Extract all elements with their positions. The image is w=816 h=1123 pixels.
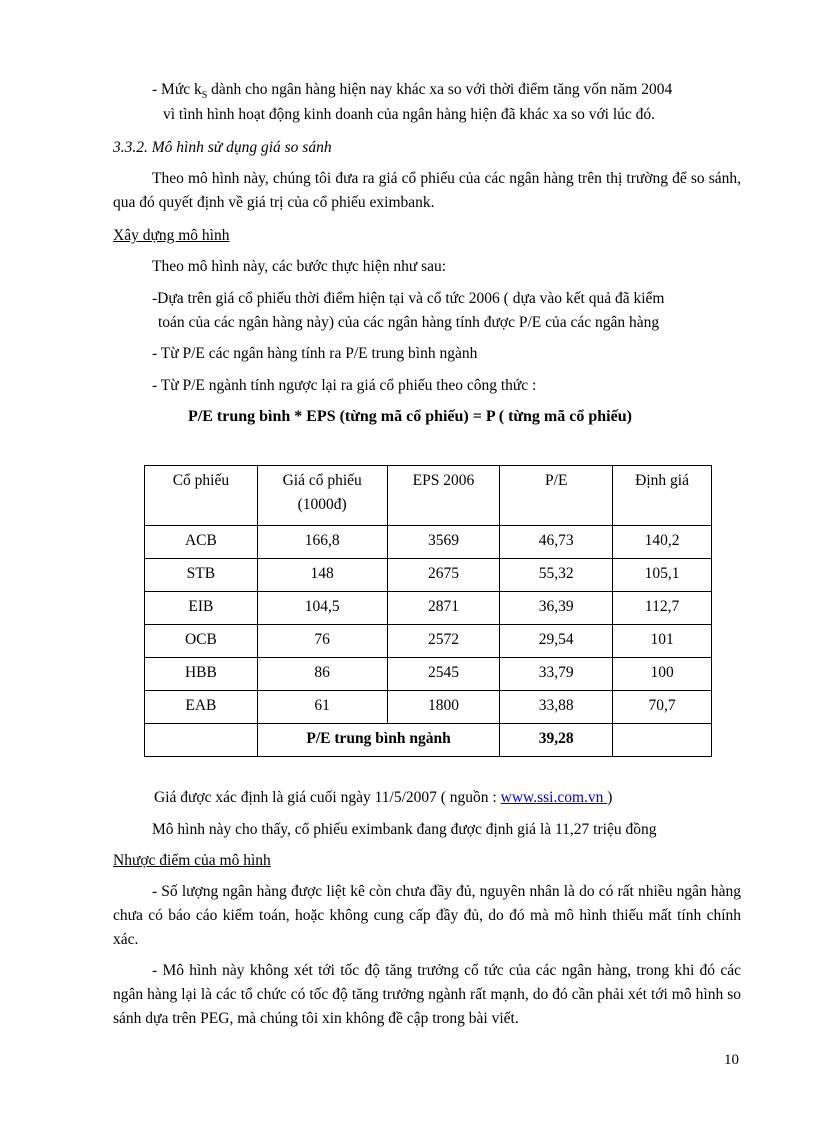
table-cell: 55,32 xyxy=(500,559,613,592)
source-note-close: ) xyxy=(607,789,613,806)
table-cell: 76 xyxy=(257,625,387,658)
table-row xyxy=(145,658,712,691)
table-cell: ACB xyxy=(145,526,258,559)
bullet-ks-line1: - Mức $k_S$ dành cho ngân hàng hiện nay khác xa so với thời điểm tăng vốn năm 2004 xyxy=(152,81,673,102)
table-cell: 29,54 xyxy=(500,625,613,658)
table-cell: 2545 xyxy=(387,658,500,691)
table-header-cell: Cổ phiếu xyxy=(145,466,258,526)
subheading-weaknesses: Nhược điểm của mô hình xyxy=(113,852,271,869)
table-header-cell: Giá cổ phiếu (1000đ) xyxy=(257,466,387,526)
table-cell: 112,7 xyxy=(613,592,712,625)
table-cell: 140,2 xyxy=(613,526,712,559)
page-number: 10 xyxy=(724,1052,739,1068)
table-cell: 33,79 xyxy=(500,658,613,691)
table-cell: 105,1 xyxy=(613,559,712,592)
table-cell: 166,8 xyxy=(257,526,387,559)
table-row xyxy=(145,526,712,559)
result-line: Mô hình này cho thấy, cổ phiếu eximbank đang được định giá là 11,27 triệu đồng xyxy=(152,821,657,838)
table-cell: 46,73 xyxy=(500,526,613,559)
table-cell: 1800 xyxy=(387,691,500,724)
table-cell: 3569 xyxy=(387,526,500,559)
table-cell: 104,5 xyxy=(257,592,387,625)
pe-table xyxy=(144,465,712,757)
table-cell: 2572 xyxy=(387,625,500,658)
table-footer-row xyxy=(145,724,712,757)
table-row xyxy=(145,592,712,625)
table-footer-value: 39,28 xyxy=(500,724,613,757)
table-header-cell: Định giá xyxy=(613,466,712,526)
table-cell: EIB xyxy=(145,592,258,625)
table-footer-label: P/E trung bình ngành xyxy=(257,724,500,757)
step2: - Từ P/E các ngân hàng tính ra P/E trung bình ngành xyxy=(152,345,478,362)
table-cell: 2675 xyxy=(387,559,500,592)
table-cell: 70,7 xyxy=(613,691,712,724)
table-cell: OCB xyxy=(145,625,258,658)
table-row xyxy=(145,625,712,658)
step1-line2: toán của các ngân hàng này) của các ngân hàng tính được P/E của các ngân hàng xyxy=(158,314,660,331)
source-note-text: Giá được xác định là giá cuối ngày 11/5/2007 ( nguồn : xyxy=(154,789,501,806)
table-row xyxy=(145,691,712,724)
table-cell: 36,39 xyxy=(500,592,613,625)
step1-line1: -Dựa trên giá cổ phiếu thời điểm hiện tại và cổ tức 2006 ( dựa vào kết quả đã kiểm xyxy=(152,290,665,307)
table-cell: 101 xyxy=(613,625,712,658)
source-note xyxy=(154,786,612,810)
table-header-row xyxy=(145,466,712,526)
table-cell: 148 xyxy=(257,559,387,592)
intro-paragraph: Theo mô hình này, chúng tôi đưa ra giá cổ phiếu của các ngân hàng trên thị trường để so sánh, qua đó quyết định về giá trị của cổ phiếu eximbank. xyxy=(113,170,741,211)
table-cell: EAB xyxy=(145,691,258,724)
table-cell: STB xyxy=(145,559,258,592)
weakness-2: - Mô hình này không xét tới tốc độ tăng trưởng cổ tức của các ngân hàng, trong khi đó các ngân hàng lại là các tổ chức có tốc độ tăng trưởng ngành rất mạnh, do đó cần phải xét tới mô hình so sánh dựa trên PEG, mà chúng tôi xin không đề cập trong bài viết. xyxy=(113,962,741,1027)
table-header-cell: P/E xyxy=(500,466,613,526)
step3: - Từ P/E ngành tính ngược lại ra giá cổ phiếu theo công thức : xyxy=(152,377,537,394)
table-row xyxy=(145,559,712,592)
table-header-cell: EPS 2006 xyxy=(387,466,500,526)
table-cell: 2871 xyxy=(387,592,500,625)
table-cell: HBB xyxy=(145,658,258,691)
table-cell-empty xyxy=(145,724,258,757)
table-cell: 100 xyxy=(613,658,712,691)
source-link[interactable]: www.ssi.com.vn xyxy=(500,789,608,806)
table-cell: 61 xyxy=(257,691,387,724)
subheading-build-model: Xây dựng mô hình xyxy=(113,227,230,244)
table-cell: 33,88 xyxy=(500,691,613,724)
steps-intro: Theo mô hình này, các bước thực hiện như sau: xyxy=(152,258,447,275)
table-cell: 86 xyxy=(257,658,387,691)
section-heading: 3.3.2. Mô hình sử dụng giá so sánh xyxy=(113,139,332,156)
formula: P/E trung bình * EPS (từng mã cổ phiếu) = P ( từng mã cổ phiếu) xyxy=(188,408,632,425)
weakness-1: - Số lượng ngân hàng được liệt kê còn chưa đầy đủ, nguyên nhân là do có rất nhiều ngân hàng chưa có báo cáo kiểm toán, hoặc không cung cấp đầy đủ, do đó mà mô hình thiếu mất tính chính xác. xyxy=(113,883,741,948)
table-cell-empty xyxy=(613,724,712,757)
bullet-ks-line2: vì tình hình hoạt động kinh doanh của ngân hàng hiện đã khác xa so với lúc đó. xyxy=(163,106,656,123)
